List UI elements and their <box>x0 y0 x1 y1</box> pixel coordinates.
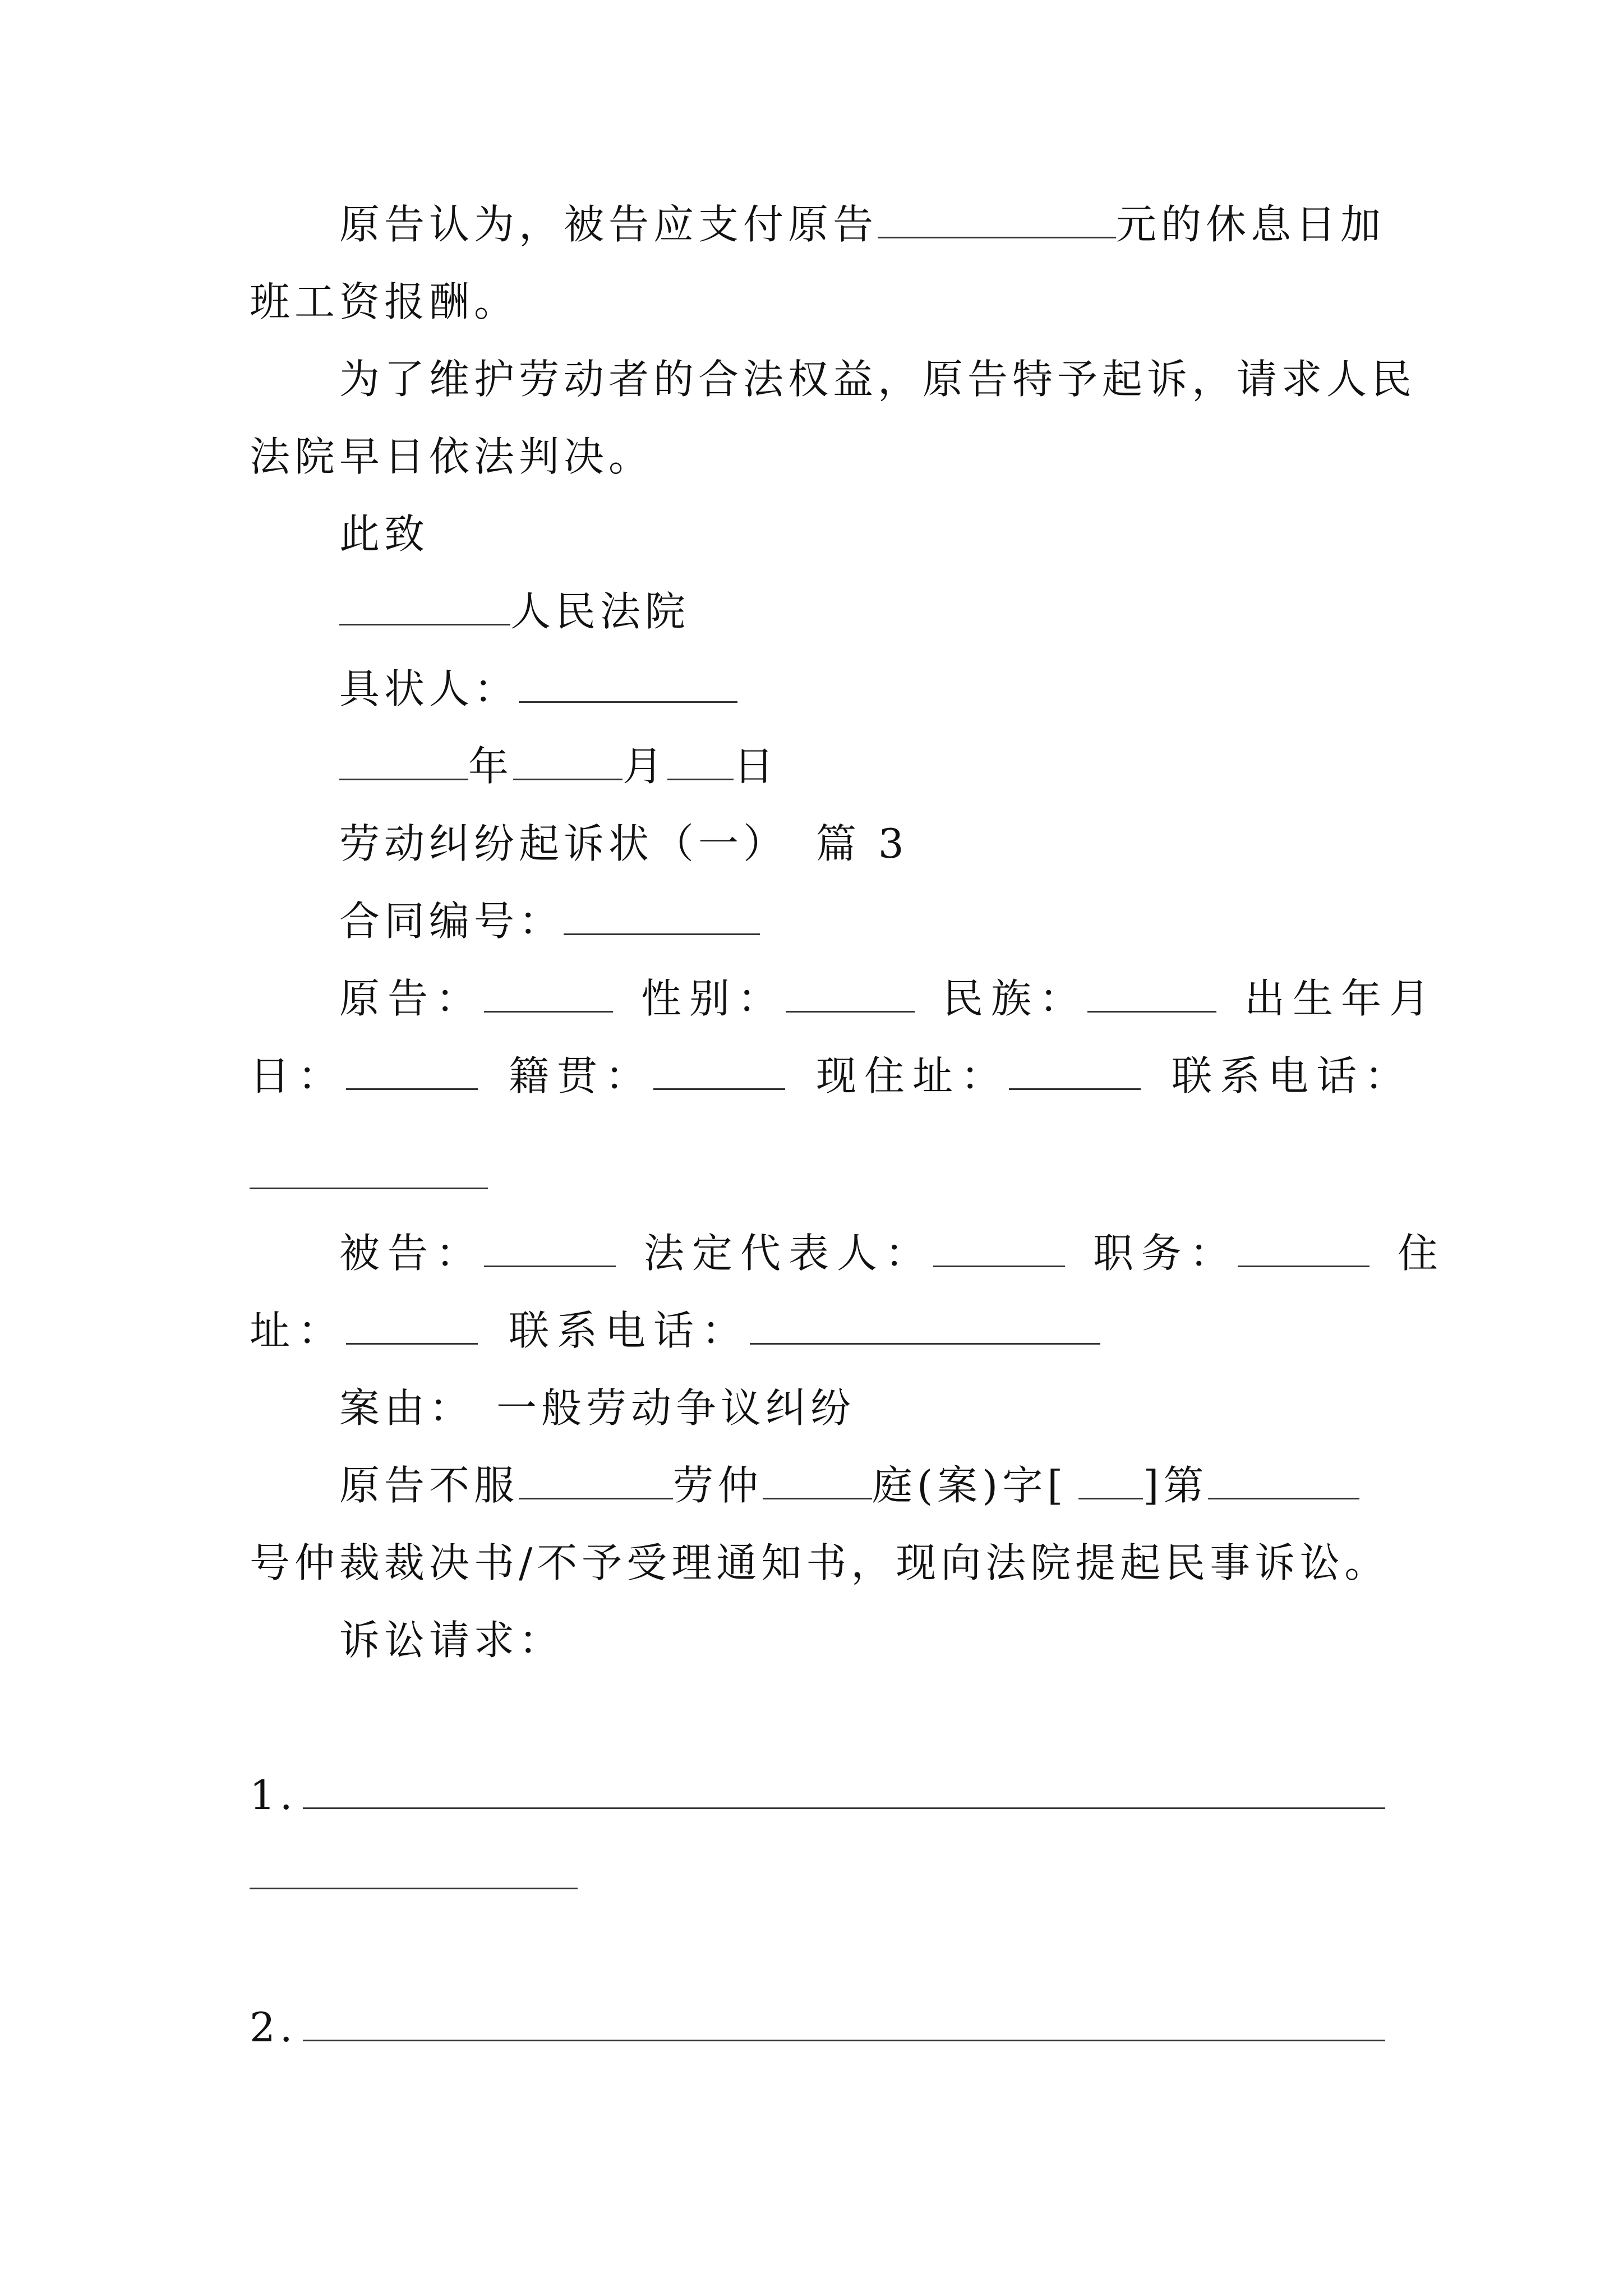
section-number: 篇 3 <box>816 820 909 867</box>
paragraph-2-line-1: 为了维护劳动者的合法权益，原告特予起诉，请求人民 <box>339 356 1417 403</box>
arbitration-part-1: 原告不服 <box>339 1462 519 1509</box>
salutation: 此致 <box>339 510 430 558</box>
claims-label: 诉讼请求： <box>339 1617 564 1664</box>
court-label: 人民法院 <box>510 588 690 635</box>
address-label: 现住址： <box>816 1052 1009 1099</box>
native-place-blank <box>653 1055 785 1090</box>
claim-2 <box>250 2002 1385 2053</box>
claim-1 <box>250 1770 1385 1820</box>
claim-2-number: 2. <box>250 2004 297 2051</box>
position-label: 职务： <box>1093 1230 1238 1277</box>
month-label: 月 <box>623 743 668 790</box>
defendant-address-blank <box>346 1309 478 1345</box>
defendant-phone-blank <box>750 1309 1100 1345</box>
address-blank <box>1009 1055 1141 1090</box>
plaintiff-label: 原告： <box>339 975 485 1022</box>
arbitration-line-2: 号仲裁裁决书/不予受理通知书，现向法院提起民事诉讼。 <box>250 1539 1390 1586</box>
legal-rep-label: 法定代表人： <box>644 1230 934 1277</box>
cause-label: 案由： <box>339 1384 474 1432</box>
birth-label-a: 出生年月 <box>1244 975 1438 1022</box>
date-line <box>339 741 778 792</box>
defendant-address-label-b: 址： <box>250 1307 347 1354</box>
defendant-label: 被告： <box>339 1230 485 1277</box>
phone-label: 联系电话： <box>1172 1052 1413 1099</box>
day-blank <box>667 745 734 780</box>
arbitration-blank-2 <box>763 1464 872 1499</box>
arbitration-part-4: ]第 <box>1143 1462 1209 1509</box>
birth-blank <box>346 1055 478 1090</box>
paragraph-1-text-b: 元的休息日加 <box>1116 201 1386 248</box>
year-blank <box>339 745 468 780</box>
arbitration-blank-4 <box>1208 1464 1359 1499</box>
ethnicity-label: 民族： <box>943 975 1088 1022</box>
cause-line <box>339 1383 855 1433</box>
arbitration-line-1 <box>339 1460 1359 1511</box>
arbitration-blank-3 <box>1078 1464 1143 1499</box>
contract-number-line <box>339 896 760 946</box>
paragraph-2-line-2: 法院早日依法判决。 <box>250 433 654 480</box>
defendant-line-2 <box>250 1305 1100 1356</box>
claim-1-number: 1. <box>250 1772 297 1819</box>
paragraph-1-line-2: 班工资报酬。 <box>250 278 519 325</box>
contract-number-label: 合同编号： <box>339 898 564 945</box>
amount-blank <box>878 203 1116 238</box>
contract-number-blank <box>564 900 760 935</box>
paragraph-1-line-1 <box>339 199 1385 250</box>
month-blank <box>513 745 623 780</box>
court-name-blank <box>339 590 510 625</box>
claim-1-blank <box>303 1774 1385 1809</box>
claim-2-blank <box>303 2006 1385 2041</box>
arbitration-part-3: 庭(案)字[ <box>872 1462 1068 1509</box>
plaintiff-line-1 <box>339 973 1437 1024</box>
plaintiff-line-2 <box>250 1051 1413 1101</box>
arbitration-part-2: 劳仲 <box>673 1462 763 1509</box>
plaintiff-phone-blank <box>250 1188 488 1189</box>
claim-1-continuation-blank <box>250 1888 578 1889</box>
native-place-label: 籍贯： <box>509 1052 654 1099</box>
section-title: 劳动纠纷起诉状（一） <box>339 820 789 867</box>
birth-label-b: 日： <box>250 1052 347 1099</box>
gender-blank <box>786 977 915 1013</box>
plaintiff-name-blank <box>484 977 613 1013</box>
ethnicity-blank <box>1087 977 1216 1013</box>
cause-value: 一般劳动争议纠纷 <box>496 1384 856 1432</box>
signature-label: 具状人： <box>339 665 519 712</box>
defendant-phone-label: 联系电话： <box>509 1307 750 1354</box>
section-title-line <box>339 818 909 869</box>
arbitration-blank-1 <box>519 1464 673 1499</box>
defendant-line-1 <box>339 1228 1446 1278</box>
day-label: 日 <box>734 743 779 790</box>
year-label: 年 <box>468 743 514 790</box>
defendant-address-label-a: 住 <box>1398 1230 1446 1277</box>
gender-label: 性别： <box>641 975 786 1022</box>
paragraph-1-text-a: 原告认为，被告应支付原告 <box>339 201 878 248</box>
defendant-name-blank <box>484 1232 616 1267</box>
court-line <box>339 586 690 637</box>
position-blank <box>1238 1232 1370 1267</box>
legal-rep-blank <box>933 1232 1065 1267</box>
signature-line <box>339 664 737 714</box>
signature-blank <box>519 668 737 703</box>
